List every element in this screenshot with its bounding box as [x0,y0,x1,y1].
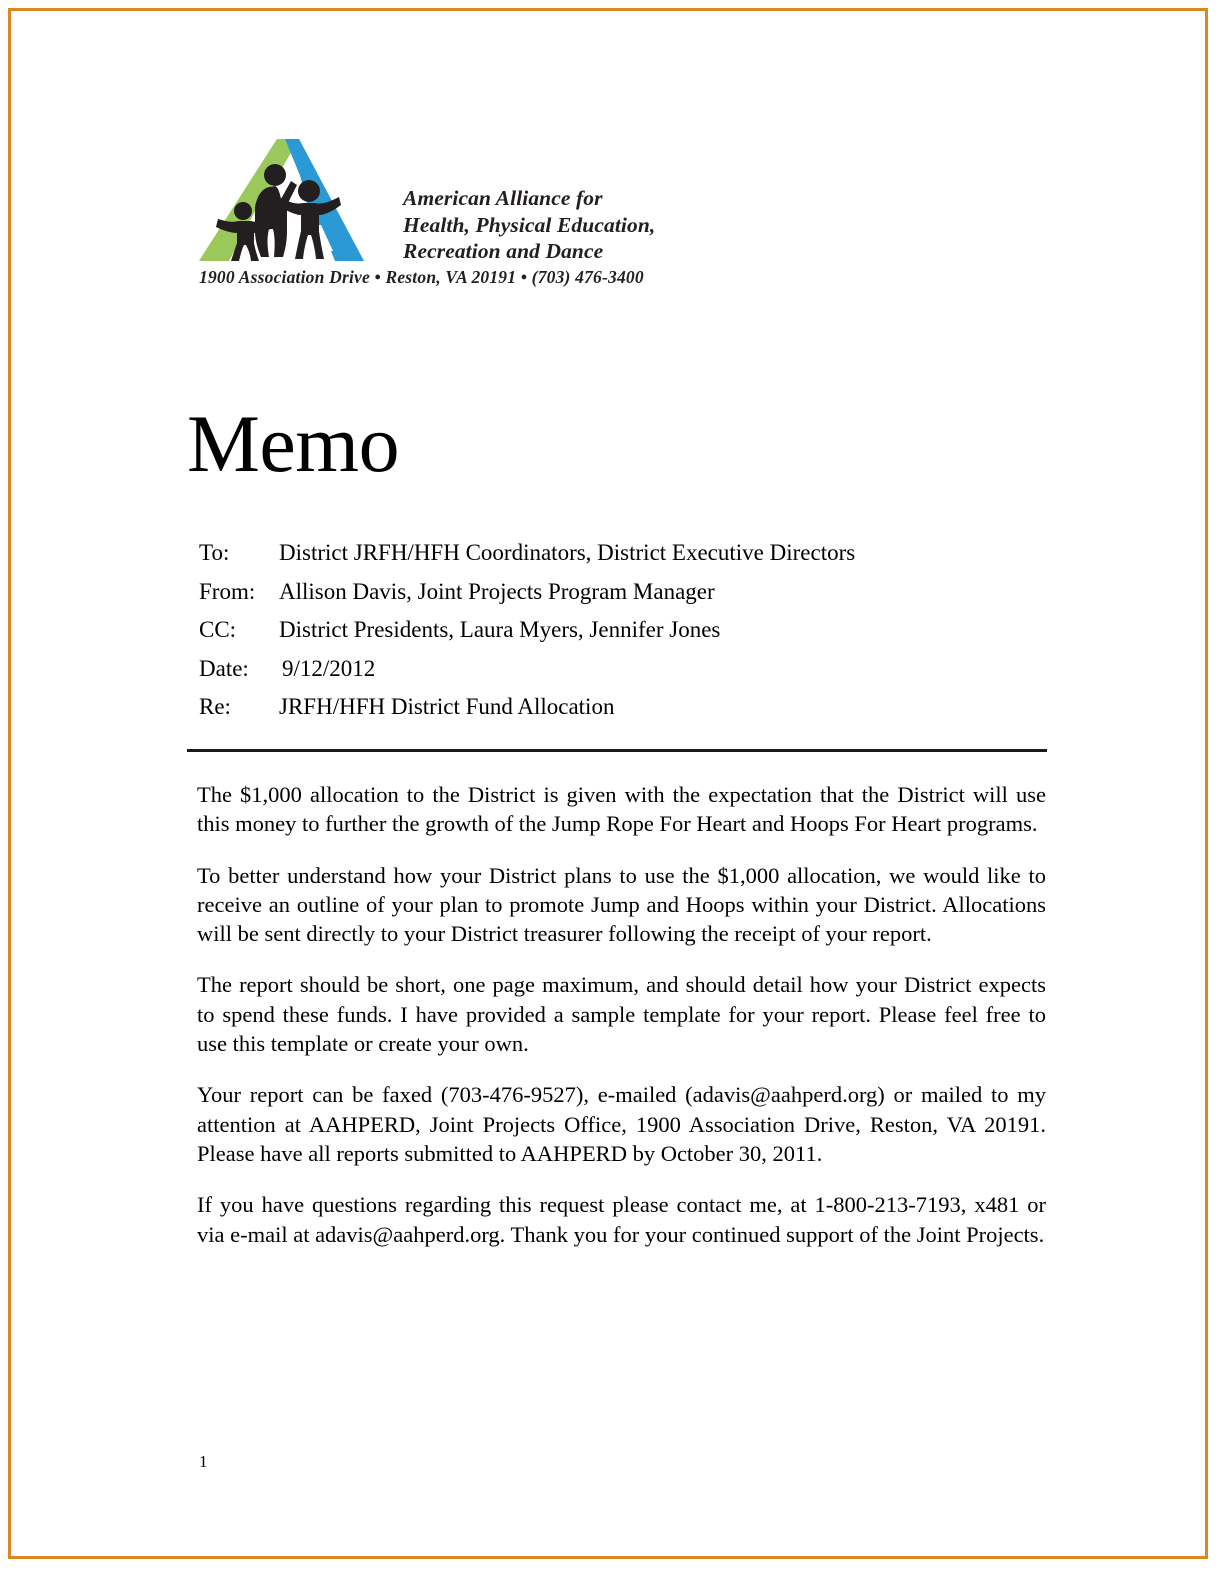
memo-field-from [199,577,1059,616]
memo-field-to-label: To: [199,540,230,565]
organization-line-3: Recreation and Dance [403,239,604,263]
memo-field-from-value: Allison Davis, Joint Projects Program Manager [279,578,715,604]
organization-address: 1900 Association Drive • Reston, VA 20191 • (703) 476-3400 [199,267,644,287]
organization-line-1: American Alliance for [403,186,603,210]
memo-field-re [199,692,1059,731]
memo-field-date-label: Date: [199,655,249,681]
memo-field-from-label: From: [199,578,256,604]
memo-paragraph-5: If you have questions regarding this request please contact me, at 1-800-213-7193, x481 or via e-mail at adavis@aahperd.org. Thank you for your continued support of the Joint Projects. [197,1192,1046,1247]
memo-field-cc [199,615,1059,654]
memo-field-to-value: District JRFH/HFH Coordinators, District Executive Directors [279,540,856,565]
memo-paragraph-2: To better understand how your District plans to use the $1,000 allocation, we would like to receive an outline of your plan to promote Jump and Hoops within your District. Allocations will be sent directly to your District treasurer following the receipt of your report. [197,862,1046,947]
memo-paragraph-1: The $1,000 allocation to the District is given with the expectation that the District will use this money to further the growth of the Jump Rope For Heart and Hoops For Heart programs. [197,782,1046,837]
page-border [8,8,1208,1559]
memo-field-cc-label: CC: [199,617,237,642]
memo-field-date [199,654,1059,693]
memo-header-fields [199,538,1059,731]
page-number: 1 [199,1452,208,1471]
aahperd-triangle-people-logo-icon [199,139,364,261]
memo-paragraph-4: Your report can be faxed (703-476-9527), e-mailed (adavis@aahperd.org) or mailed to my attention at AAHPERD, Joint Projects Office, 1900 Association Drive, Reston, VA 20191. Please have all reports submitted to AAHPERD by October 30, 2011. [197,1082,1046,1166]
memo-paragraph-3: The report should be short, one page maximum, and should detail how your District expects to spend these funds. I have provided a sample template for your report. Please feel free to use this template or create your own. [197,972,1046,1057]
page-title: Memo [187,398,400,489]
letterhead [199,139,669,287]
memo-field-re-value: JRFH/HFH District Fund Allocation [279,694,615,719]
memo-divider-rule [187,749,1047,752]
organization-line-2: Health, Physical Education, [403,212,656,237]
organization-name [403,185,655,265]
memo-body [197,780,1046,1249]
memo-field-to [199,538,1059,577]
memo-field-re-label: Re: [199,694,231,719]
memo-field-date-value: 9/12/2012 [282,655,376,681]
memo-field-cc-value: District Presidents, Laura Myers, Jennifer Jones [279,617,721,642]
logo-row [199,139,669,261]
